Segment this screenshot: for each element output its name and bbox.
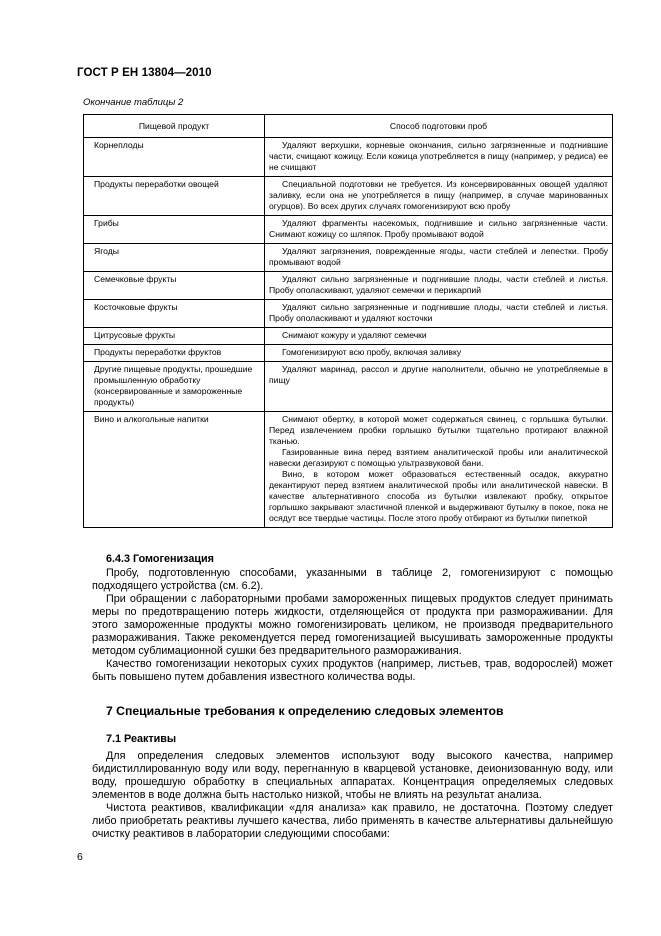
section-6-4-3-heading: 6.4.3 Гомогенизация	[106, 553, 214, 565]
section-6-4-3-body	[92, 567, 613, 684]
method-cell	[265, 412, 613, 528]
method-cell	[265, 362, 613, 412]
method-text: Удаляют фрагменты насекомых, подгнившие и сильно загрязненные части. Снимают кожицу со шляпок. Пробу промывают водой	[269, 218, 608, 239]
document-code: ГОСТ Р ЕН 13804—2010	[77, 67, 212, 79]
paragraph: Для определения следовых элементов используют воду высокого качества, например бидистиллированную воду или воду, перегнанную в кварцевой установке, деионизованную воду, или воду, прошедшую обработку в специальных аппаратах. Концентрация определяемых следовых элементов в воде должна быть настолько низкой, чтобы не влиять на результат анализа.	[92, 750, 613, 801]
product-cell: Грибы	[84, 216, 265, 244]
table-row	[84, 345, 613, 362]
table-row	[84, 244, 613, 272]
product-cell: Корнеплоды	[84, 138, 265, 177]
product-cell: Ягоды	[84, 244, 265, 272]
product-cell: Продукты переработки овощей	[84, 177, 265, 216]
table-row	[84, 138, 613, 177]
method-text: Гомогенизируют всю пробу, включая заливку	[282, 347, 462, 357]
method-cell	[265, 345, 613, 362]
paragraph: Качество гомогенизации некоторых сухих продуктов (например, листьев, трав, водорослей) может быть повышено путем добавления известного количества воды.	[92, 658, 613, 683]
table-row	[84, 412, 613, 528]
product-cell: Продукты переработки фруктов	[84, 345, 265, 362]
method-cell	[265, 272, 613, 300]
table-row	[84, 177, 613, 216]
table-caption: Окончание таблицы 2	[83, 97, 184, 108]
method-cell	[265, 328, 613, 345]
method-text: Вино, в котором может образоваться естественный осадок, аккуратно декантируют перед взятием аналитической пробы или аналитической навески. В качестве альтернативного способа из бутылки извлекают пробку, открытое горлышко закрывают эластичной пленкой и выдерживают бутылку в покое, пока не осядут все твердые частицы. После этого пробу отбирают из бутылки пипеткой	[269, 469, 608, 523]
table-row	[84, 300, 613, 328]
product-cell: Семечковые фрукты	[84, 272, 265, 300]
method-text: Удаляют сильно загрязненные и подгнившие плоды, части стеблей и листья. Пробу ополаскивают, удаляют семечки и перикарпий	[269, 274, 608, 295]
table-row	[84, 272, 613, 300]
method-cell	[265, 216, 613, 244]
page-number: 6	[77, 851, 83, 863]
section-7-1-heading: 7.1 Реактивы	[106, 733, 177, 745]
product-cell: Другие пищевые продукты, прошедшие промышленную обработку (консервированные и замороженные продукты)	[84, 362, 265, 412]
table-row	[84, 328, 613, 345]
column-header-product: Пищевой продукт	[84, 115, 265, 138]
paragraph: Пробу, подготовленную способами, указанными в таблице 2, гомогенизируют с помощью подходящего устройства (см. 6.2).	[92, 567, 613, 592]
column-header-method: Способ подготовки проб	[265, 115, 613, 138]
sample-prep-table	[83, 114, 613, 528]
method-text: Удаляют верхушки, корневые окончания, сильно загрязненные и подгнившие части, счищают кожицу. Если кожица употребляется в пищу (например, у редиса) ее не счищают	[269, 140, 608, 172]
method-cell	[265, 177, 613, 216]
method-text: Удаляют маринад, рассол и другие наполнители, обычно не употребляемые в пищу	[269, 364, 608, 385]
method-text: Снимают кожуру и удаляют семечки	[282, 330, 427, 340]
section-7-1-body	[92, 750, 613, 841]
paragraph: Чистота реактивов, квалификации «для анализа» как правило, не достаточна. Поэтому следует либо приобретать реактивы лучшего качества, либо применять в качестве альтернативы дальнейшую очистку реактивов в лаборатории следующими способами:	[92, 802, 613, 840]
method-text: Снимают обертку, в которой может содержаться свинец, с горлышка бутылки. Перед извлечением пробки горлышко бутылки тщательно протирают влажной тканью.	[269, 414, 608, 446]
table-header-row	[84, 115, 613, 138]
method-cell	[265, 138, 613, 177]
product-cell: Косточковые фрукты	[84, 300, 265, 328]
product-cell: Вино и алкогольные напитки	[84, 412, 265, 528]
paragraph: При обращении с лабораторными пробами замороженных пищевых продуктов следует принимать меры по предотвращению потерь жидкости, отделяющейся от продукта при размораживании. Для этого замороженные продукты можно гомогенизировать целиком, не производя предварительного размораживания. Также рекомендуется перед гомогенизацией высушивать замороженные продукты методом сублимационной сушки без предварительного размораживания.	[92, 593, 613, 657]
method-cell	[265, 300, 613, 328]
method-text: Газированные вина перед взятием аналитической пробы или аналитической навески дегазируют с помощью ультразвуковой бани.	[269, 447, 608, 468]
table-row	[84, 362, 613, 412]
method-text: Удаляют сильно загрязненные и подгнившие плоды, части стеблей и листья. Пробу ополаскивают и удаляют косточки	[269, 302, 608, 323]
product-cell: Цитрусовые фрукты	[84, 328, 265, 345]
section-7-heading: 7 Специальные требования к определению следовых элементов	[106, 704, 504, 718]
method-text: Удаляют загрязнения, поврежденные ягоды, части стеблей и лепестки. Пробу промывают водой	[269, 246, 608, 267]
method-cell	[265, 244, 613, 272]
table-row	[84, 216, 613, 244]
method-text: Специальной подготовки не требуется. Из консервированных овощей удаляют заливку, если она не употребляется в пищу (например, в случае маринованных огурцов). Во всех других случаях гомогенизируют всю пробу	[269, 179, 608, 211]
